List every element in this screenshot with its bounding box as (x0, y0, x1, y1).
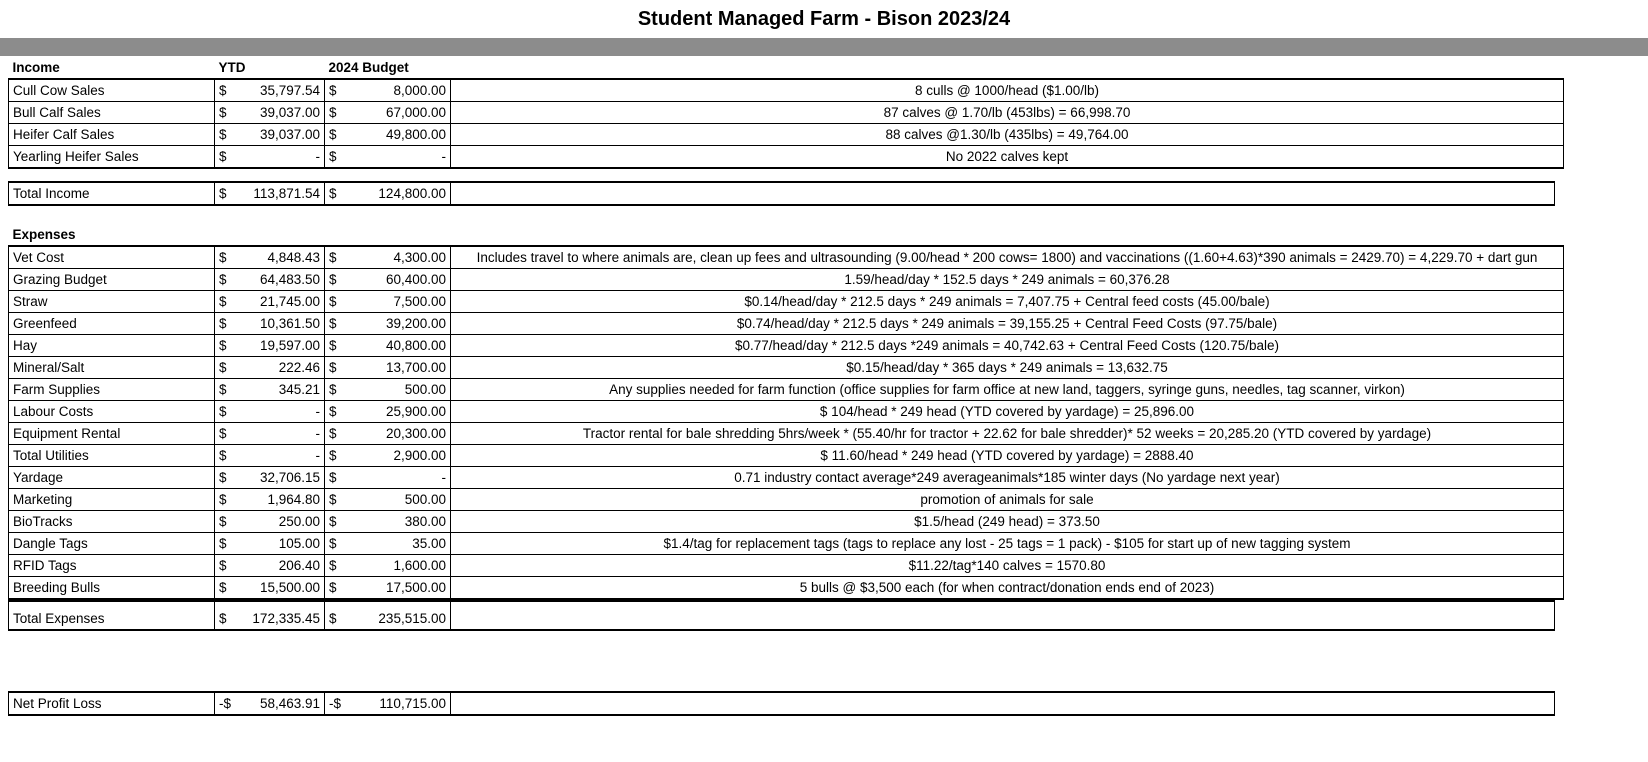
row-label[interactable]: Heifer Calf Sales (9, 124, 215, 146)
budget-value: 20,300.00 (385, 426, 446, 441)
ytd-value: 15,500.00 (259, 580, 320, 595)
row-label[interactable]: Yardage (9, 467, 215, 489)
ytd-value: 250.00 (278, 514, 320, 529)
total-expenses-ytd: 172,335.45 (252, 611, 320, 626)
expense-row[interactable]: Dangle Tags $ 105.00 $ 35.00 $1.4/tag for replacement tags (tags to replace any lost - 25 tags = 1 pack) - $105 for start up of new tagging system (9, 533, 1564, 555)
budget-value: - (441, 470, 446, 485)
row-note[interactable]: Includes travel to where animals are, clean up fees and ultrasounding (9.00/head * 200 cows= 1800) and vaccinations ((1.60+4.63)*390 animals = 2429.70) = 4,229.70 + dart gun (451, 246, 1564, 269)
budget-value: 380.00 (404, 514, 446, 529)
expense-row[interactable]: Straw $ 21,745.00 $ 7,500.00 $0.14/head/day * 212.5 days * 249 animals = 7,407.75 + Central feed costs (45.00/bale) (9, 291, 1564, 313)
row-note[interactable]: 88 calves @1.30/lb (435lbs) = 49,764.00 (451, 124, 1564, 146)
row-note[interactable]: Tractor rental for bale shredding 5hrs/week * (55.40/hr for tractor + 22.62 for bale shredder)* 52 weeks = 20,285.20 (YTD covered by yardage) (451, 423, 1564, 445)
sheet-title: Student Managed Farm - Bison 2023/24 (637, 8, 1011, 30)
total-income-budget: 124,800.00 (378, 186, 446, 201)
row-label[interactable]: RFID Tags (9, 555, 215, 577)
budget-value: 60,400.00 (385, 272, 446, 287)
row-note[interactable]: 1.59/head/day * 152.5 days * 249 animals = 60,376.28 (451, 269, 1564, 291)
row-label[interactable]: Mineral/Salt (9, 357, 215, 379)
budget-value: 4,300.00 (393, 250, 446, 265)
row-note[interactable]: $ 11.60/head * 249 head (YTD covered by yardage) = 2888.40 (451, 445, 1564, 467)
income-table (8, 57, 1564, 169)
row-note[interactable]: No 2022 calves kept (451, 146, 1564, 169)
row-label[interactable]: Equipment Rental (9, 423, 215, 445)
ytd-value: 19,597.00 (259, 338, 320, 353)
row-label[interactable]: Greenfeed (9, 313, 215, 335)
row-label[interactable]: Total Utilities (9, 445, 215, 467)
expense-row[interactable]: Farm Supplies $ 345.21 $ 500.00 Any supplies needed for farm function (office supplies for farm office at new land, taggers, syringe guns, needles, tag scanner, virkon) (9, 379, 1564, 401)
row-label[interactable]: Dangle Tags (9, 533, 215, 555)
ytd-value: 64,483.50 (259, 272, 320, 287)
income-row[interactable]: Cull Cow Sales $ 35,797.54 $ 8,000.00 8 culls @ 1000/head ($1.00/lb) (9, 79, 1564, 102)
budget-value: 500.00 (404, 492, 446, 507)
income-row[interactable]: Yearling Heifer Sales $ - $ - No 2022 calves kept (9, 146, 1564, 169)
row-note[interactable]: $0.15/head/day * 365 days * 249 animals = 13,632.75 (451, 357, 1564, 379)
row-label[interactable]: Farm Supplies (9, 379, 215, 401)
expenses-table (8, 224, 1564, 600)
ytd-value: 10,361.50 (259, 316, 320, 331)
row-label[interactable]: BioTracks (9, 511, 215, 533)
ytd-value: 105.00 (278, 536, 320, 551)
row-note[interactable]: $1.5/head (249 head) = 373.50 (451, 511, 1564, 533)
ytd-value: - (315, 149, 320, 164)
row-note[interactable]: 0.71 industry contact average*249 averageanimals*185 winter days (No yardage next year) (451, 467, 1564, 489)
total-income-table (8, 181, 1555, 206)
expenses-heading: Expenses (12, 227, 76, 242)
ytd-value: 1,964.80 (267, 492, 320, 507)
header-budget: 2024 Budget (328, 60, 409, 75)
expense-row[interactable]: Hay $ 19,597.00 $ 40,800.00 $0.77/head/day * 212.5 days *249 animals = 40,742.63 + Central Feed Costs (120.75/bale) (9, 335, 1564, 357)
row-label[interactable]: Straw (9, 291, 215, 313)
expense-row[interactable]: Labour Costs $ - $ 25,900.00 $ 104/head * 249 head (YTD covered by yardage) = 25,896.00 (9, 401, 1564, 423)
income-row[interactable]: Bull Calf Sales $ 39,037.00 $ 67,000.00 87 calves @ 1.70/lb (453lbs) = 66,998.70 (9, 102, 1564, 124)
row-note[interactable]: 8 culls @ 1000/head ($1.00/lb) (451, 79, 1564, 102)
net-table (8, 691, 1555, 716)
row-note[interactable]: $0.14/head/day * 212.5 days * 249 animals = 7,407.75 + Central feed costs (45.00/bale) (451, 291, 1564, 313)
row-label[interactable]: Marketing (9, 489, 215, 511)
expense-row[interactable]: Greenfeed $ 10,361.50 $ 39,200.00 $0.74/head/day * 212.5 days * 249 animals = 39,155.25 + Central Feed Costs (97.75/bale) (9, 313, 1564, 335)
ytd-value: 206.40 (278, 558, 320, 573)
header-band (0, 38, 1648, 56)
net-budget: 110,715.00 (379, 696, 446, 711)
expense-row[interactable]: Marketing $ 1,964.80 $ 500.00 promotion of animals for sale (9, 489, 1564, 511)
column-header-row (9, 57, 1564, 79)
expense-row[interactable]: Vet Cost $ 4,848.43 $ 4,300.00 Includes travel to where animals are, clean up fees and ultrasounding (9.00/head * 200 cows= 1800) and vaccinations ((1.60+4.63)*390 animals = 2429.70) = 4,229.70 + dart gun (9, 246, 1564, 269)
budget-value: 8,000.00 (393, 83, 446, 98)
ytd-value: 21,745.00 (259, 294, 320, 309)
expense-row[interactable]: Equipment Rental $ - $ 20,300.00 Tractor rental for bale shredding 5hrs/week * (55.40/hr for tractor + 22.62 for bale shredder)* 52 weeks = 20,285.20 (YTD covered by yardage) (9, 423, 1564, 445)
row-note[interactable]: $ 104/head * 249 head (YTD covered by yardage) = 25,896.00 (451, 401, 1564, 423)
budget-value: 500.00 (404, 382, 446, 397)
ytd-value: 222.46 (278, 360, 320, 375)
row-label[interactable]: Hay (9, 335, 215, 357)
expense-row[interactable]: Yardage $ 32,706.15 $ - 0.71 industry contact average*249 averageanimals*185 winter days (No yardage next year) (9, 467, 1564, 489)
ytd-value: 35,797.54 (259, 83, 320, 98)
ytd-value: - (315, 404, 320, 419)
ytd-value: 32,706.15 (259, 470, 320, 485)
budget-value: 13,700.00 (385, 360, 446, 375)
expenses-header-row (9, 224, 1564, 246)
row-label[interactable]: Bull Calf Sales (9, 102, 215, 124)
total-income-ytd: 113,871.54 (253, 186, 320, 201)
row-label[interactable]: Breeding Bulls (9, 577, 215, 600)
row-note[interactable]: 87 calves @ 1.70/lb (453lbs) = 66,998.70 (451, 102, 1564, 124)
row-label[interactable]: Labour Costs (9, 401, 215, 423)
budget-value: 17,500.00 (385, 580, 446, 595)
expense-row[interactable]: RFID Tags $ 206.40 $ 1,600.00 $11.22/tag*140 calves = 1570.80 (9, 555, 1564, 577)
expense-row[interactable]: BioTracks $ 250.00 $ 380.00 $1.5/head (249 head) = 373.50 (9, 511, 1564, 533)
budget-value: 7,500.00 (393, 294, 446, 309)
budget-value: 67,000.00 (385, 105, 446, 120)
total-income-label: Total Income (9, 182, 215, 205)
row-note[interactable]: $11.22/tag*140 calves = 1570.80 (451, 555, 1564, 577)
ytd-value: 39,037.00 (259, 127, 320, 142)
budget-value: 49,800.00 (385, 127, 446, 142)
total-expenses-table (8, 600, 1555, 631)
total-income-row[interactable]: Total Income $ 113,871.54 $ 124,800.00 (9, 182, 1555, 205)
ytd-value: 4,848.43 (267, 250, 320, 265)
header-ytd: YTD (218, 60, 246, 75)
budget-value: 35.00 (412, 536, 446, 551)
row-note[interactable]: $0.74/head/day * 212.5 days * 249 animals = 39,155.25 + Central Feed Costs (97.75/bale) (451, 313, 1564, 335)
budget-value: 39,200.00 (385, 316, 446, 331)
row-label[interactable]: Yearling Heifer Sales (9, 146, 215, 169)
income-row[interactable]: Heifer Calf Sales $ 39,037.00 $ 49,800.00 88 calves @1.30/lb (435lbs) = 49,764.00 (9, 124, 1564, 146)
ytd-value: 39,037.00 (259, 105, 320, 120)
net-label: Net Profit Loss (9, 692, 215, 715)
ytd-value: 345.21 (278, 382, 320, 397)
budget-value: 1,600.00 (393, 558, 446, 573)
row-label[interactable]: Cull Cow Sales (9, 79, 215, 102)
total-expenses-budget: 235,515.00 (378, 611, 446, 626)
row-note[interactable]: 5 bulls @ $3,500 each (for when contract/donation ends end of 2023) (451, 577, 1564, 600)
ytd-value: - (315, 448, 320, 463)
row-note[interactable]: Any supplies needed for farm function (office supplies for farm office at new land, taggers, syringe guns, needles, tag scanner, virkon) (451, 379, 1564, 401)
expense-row[interactable]: Grazing Budget $ 64,483.50 $ 60,400.00 1.59/head/day * 152.5 days * 249 animals = 60,376.28 (9, 269, 1564, 291)
budget-value: 25,900.00 (385, 404, 446, 419)
expense-row[interactable]: Breeding Bulls $ 15,500.00 $ 17,500.00 5 bulls @ $3,500 each (for when contract/donation ends end of 2023) (9, 577, 1564, 600)
row-note[interactable]: $1.4/tag for replacement tags (tags to replace any lost - 25 tags = 1 pack) - $105 for start up of new tagging system (451, 533, 1564, 555)
row-note[interactable]: promotion of animals for sale (451, 489, 1564, 511)
ytd-value: - (315, 426, 320, 441)
total-expenses-label: Total Expenses (9, 601, 215, 630)
row-note[interactable]: $0.77/head/day * 212.5 days *249 animals = 40,742.63 + Central Feed Costs (120.75/bale) (451, 335, 1564, 357)
row-label[interactable]: Grazing Budget (9, 269, 215, 291)
expense-row[interactable]: Mineral/Salt $ 222.46 $ 13,700.00 $0.15/head/day * 365 days * 249 animals = 13,632.75 (9, 357, 1564, 379)
net-profit-row[interactable]: Net Profit Loss -$ 58,463.91 -$ 110,715.00 (9, 692, 1555, 715)
budget-value: 40,800.00 (385, 338, 446, 353)
row-label[interactable]: Vet Cost (9, 246, 215, 269)
total-expenses-row[interactable]: Total Expenses $ 172,335.45 $ 235,515.00 (9, 601, 1555, 630)
budget-value: - (441, 149, 446, 164)
net-ytd: 58,463.91 (259, 696, 320, 711)
budget-value: 2,900.00 (393, 448, 446, 463)
expense-row[interactable]: Total Utilities $ - $ 2,900.00 $ 11.60/head * 249 head (YTD covered by yardage) = 2888.40 (9, 445, 1564, 467)
header-income: Income (12, 60, 60, 75)
